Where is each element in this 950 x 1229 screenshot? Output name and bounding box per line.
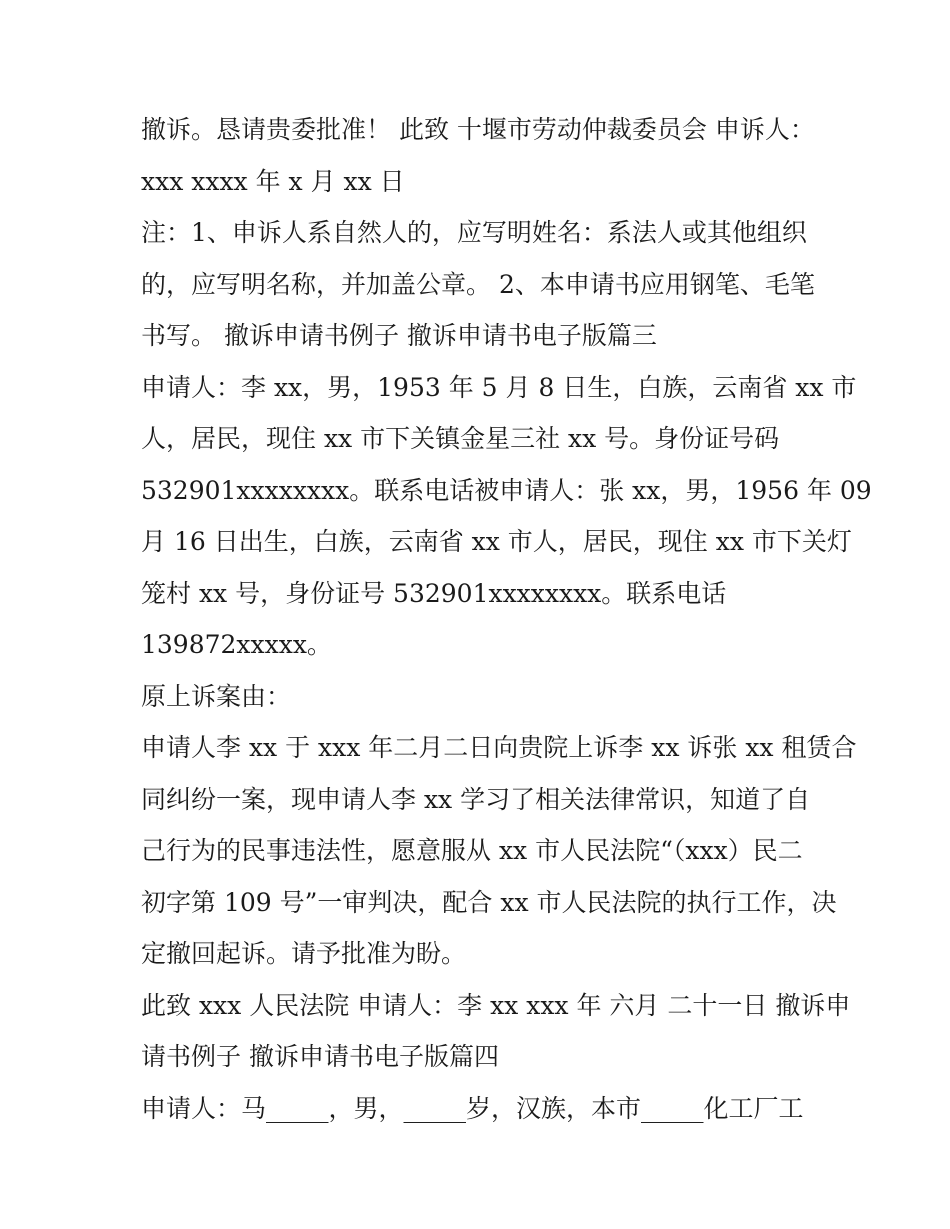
text-line: 人，居民，现住 xx 市下关镇金星三社 xx 号。身份证号码	[141, 424, 780, 453]
paragraph-signature	[141, 980, 851, 1083]
text-line: 笼村 xx 号，身份证号 532901xxxxxxxx。联系电话	[141, 578, 727, 608]
text-line: 定撤回起诉。请予批准为盼。	[141, 939, 467, 968]
text-line: 注：1、申诉人系自然人的，应写明姓名：系法人或其他组织	[141, 218, 807, 247]
paragraph-applicant	[141, 1083, 821, 1135]
text-line: 申请人李 xx 于 xxx 年二月二日向贵院上诉李 xx 诉张 xx 租赁合	[141, 733, 857, 762]
text-line: 请书例子 撤诉申请书电子版篇四	[141, 1042, 499, 1071]
text-line: 申请人：李 xx，男，1953 年 5 月 8 日生，白族，云南省 xx 市	[141, 372, 857, 402]
text-line: 的，应写明名称，并加盖公章。 2、本申请书应用钢笔、毛笔	[141, 269, 815, 299]
paragraph-note	[141, 207, 821, 362]
text-line: 同纠纷一案，现申请人李 xx 学习了相关法律常识，知道了自	[141, 784, 811, 814]
text-line: 申请人：马_____，男，_____岁，汉族，本市_____化工厂工	[141, 1093, 804, 1123]
paragraph-case-heading	[141, 671, 821, 723]
text-line: 139872xxxxx。	[141, 630, 332, 659]
paragraph-closing	[141, 104, 821, 207]
text-line: 月 16 日出生，白族，云南省 xx 市人，居民，现住 xx 市下关灯	[141, 527, 852, 556]
paragraph-parties	[141, 362, 872, 671]
text-line: 撤诉。恳请贵委批准！ 此致 十堰市劳动仲裁委员会 申诉人：	[141, 115, 815, 144]
document-page	[141, 104, 872, 1134]
text-line: 此致 xxx 人民法院 申请人：李 xx xxx 年 六月 二十一日 撤诉申	[141, 990, 851, 1020]
text-line: 532901xxxxxxxx。联系电话被申请人：张 xx，男，1956 年 09	[141, 475, 872, 505]
text-line: 初字第 109 号”一审判决，配合 xx 市人民法院的执行工作，决	[141, 887, 837, 917]
text-line: xxx xxxx 年 x 月 xx 日	[141, 166, 405, 196]
text-line: 原上诉案由：	[141, 681, 292, 711]
text-line: 书写。 撤诉申请书例子 撤诉申请书电子版篇三	[141, 321, 657, 350]
text-line: 己行为的民事违法性，愿意服从 xx 市人民法院“（xxx）民二	[141, 836, 803, 865]
paragraph-case-body	[141, 722, 857, 980]
